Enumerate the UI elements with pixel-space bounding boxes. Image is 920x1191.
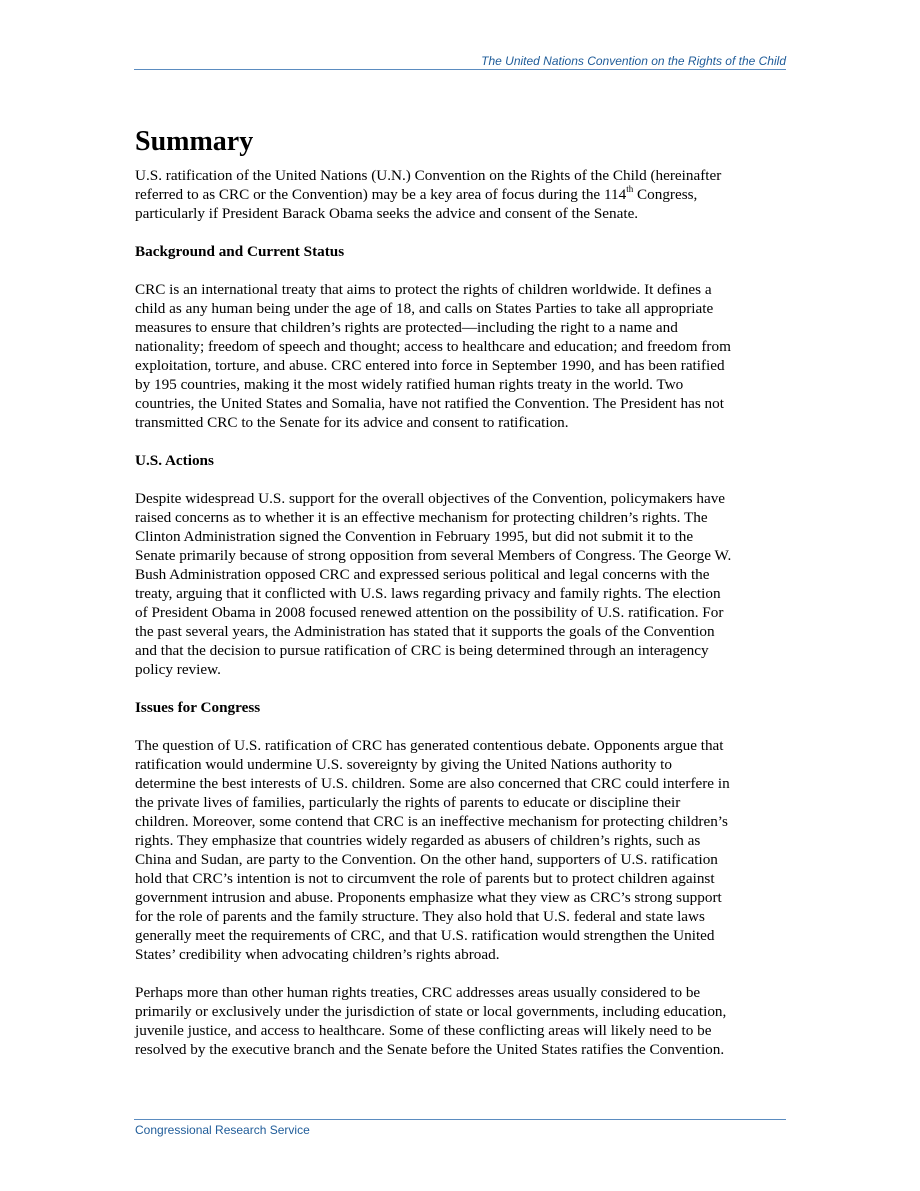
- paragraph-line: for the role of parents and the family structure. They also hold that U.S. federal and state laws: [135, 908, 705, 925]
- paragraph-line: nationality; freedom of speech and thought; access to healthcare and education; and freedom from: [135, 338, 731, 355]
- section-heading-background: Background and Current Status: [135, 243, 345, 260]
- paragraph-line: rights. They emphasize that countries widely regarded as abusers of children’s rights, such as: [135, 832, 701, 849]
- intro-paragraph: [135, 166, 787, 223]
- issues-paragraph-2: [135, 983, 787, 1059]
- paragraph-line: countries, the United States and Somalia, have not ratified the Convention. The President has not: [135, 395, 724, 412]
- paragraph-line: government intrusion and abuse. Proponents emphasize what they view as CRC’s strong support: [135, 889, 722, 906]
- paragraph-line: The question of U.S. ratification of CRC has generated contentious debate. Opponents argue that: [135, 737, 724, 754]
- paragraph-line: and that the decision to pursue ratification of CRC is being determined through an interagency: [135, 642, 709, 659]
- paragraph-line: [135, 185, 787, 204]
- spacer: [135, 261, 787, 280]
- paragraph-line: hold that CRC’s intention is not to circumvent the role of parents but to protect children against: [135, 870, 715, 887]
- running-footer: Congressional Research Service: [135, 1123, 310, 1137]
- spacer: [135, 679, 787, 698]
- spacer: [135, 223, 787, 242]
- page-content: [135, 124, 787, 1059]
- paragraph-line: children. Moreover, some contend that CRC is an ineffective mechanism for protecting children’s: [135, 813, 728, 830]
- paragraph-line: exploitation, torture, and abuse. CRC entered into force in September 1990, and has been ratified: [135, 357, 725, 374]
- paragraph-line: policy review.: [135, 661, 221, 678]
- paragraph-line: juvenile justice, and access to healthcare. Some of these conflicting areas will likely need to be: [135, 1022, 712, 1039]
- paragraph-line: by 195 countries, making it the most widely ratified human rights treaty in the world. Two: [135, 376, 684, 393]
- paragraph-line: U.S. ratification of the United Nations (U.N.) Convention on the Rights of the Child (hereinafter: [135, 167, 722, 184]
- paragraph-line: the private lives of families, particularly the rights of parents to educate or discipline their: [135, 794, 681, 811]
- paragraph-line: measures to ensure that children’s rights are protected—including the right to a name and: [135, 319, 678, 336]
- paragraph-line: the past several years, the Administration has stated that it supports the goals of the Convention: [135, 623, 715, 640]
- paragraph-line: Clinton Administration signed the Convention in February 1995, but did not submit it to the: [135, 528, 694, 545]
- paragraph-line: child as any human being under the age of 18, and calls on States Parties to take all appropriate: [135, 300, 714, 317]
- paragraph-line: resolved by the executive branch and the Senate before the United States ratifies the Convention.: [135, 1041, 725, 1058]
- paragraph-line: China and Sudan, are party to the Convention. On the other hand, supporters of U.S. ratification: [135, 851, 718, 868]
- paragraph-line: treaty, arguing that it conflicted with U.S. laws regarding privacy and family rights. The election: [135, 585, 721, 602]
- paragraph-line: States’ credibility when advocating children’s rights abroad.: [135, 946, 500, 963]
- spacer: [135, 432, 787, 451]
- paragraph-line: Senate primarily because of strong opposition from several Members of Congress. The George W.: [135, 547, 732, 564]
- footer-rule: [134, 1119, 786, 1120]
- paragraph-line: Bush Administration opposed CRC and expressed serious political and legal concerns with the: [135, 566, 710, 583]
- spacer: [135, 470, 787, 489]
- paragraph-line: primarily or exclusively under the jurisdiction of state or local governments, including education,: [135, 1003, 727, 1020]
- paragraph-line: Despite widespread U.S. support for the overall objectives of the Convention, policymakers have: [135, 490, 726, 507]
- issues-paragraph-1: [135, 736, 787, 964]
- page-title: Summary: [135, 126, 254, 157]
- ordinal-suffix: th: [626, 183, 634, 194]
- spacer: [135, 717, 787, 736]
- header-rule: [134, 69, 786, 70]
- background-paragraph: [135, 280, 787, 432]
- section-heading-us-actions: U.S. Actions: [135, 452, 214, 469]
- paragraph-line: particularly if President Barack Obama seeks the advice and consent of the Senate.: [135, 205, 639, 222]
- running-header: The United Nations Convention on the Rights of the Child: [481, 54, 786, 68]
- paragraph-line: transmitted CRC to the Senate for its advice and consent to ratification.: [135, 414, 569, 431]
- paragraph-line: determine the best interests of U.S. children. Some are also concerned that CRC could interfere in: [135, 775, 730, 792]
- section-heading-issues: Issues for Congress: [135, 699, 261, 716]
- paragraph-text: referred to as CRC or the Convention) may be a key area of focus during the 114: [135, 186, 627, 203]
- paragraph-line: ratification would undermine U.S. sovereignty by giving the United Nations authority to: [135, 756, 672, 773]
- spacer: [135, 964, 787, 983]
- paragraph-line: of President Obama in 2008 focused renewed attention on the possibility of U.S. ratification. For: [135, 604, 724, 621]
- paragraph-line: generally meet the requirements of CRC, and that U.S. ratification would strengthen the United: [135, 927, 715, 944]
- us-actions-paragraph: [135, 489, 787, 679]
- paragraph-line: raised concerns as to whether it is an effective mechanism for protecting children’s rights. The: [135, 509, 708, 526]
- paragraph-text: Congress,: [633, 186, 698, 203]
- paragraph-line: Perhaps more than other human rights treaties, CRC addresses areas usually considered to be: [135, 984, 701, 1001]
- paragraph-line: CRC is an international treaty that aims to protect the rights of children worldwide. It defines a: [135, 281, 712, 298]
